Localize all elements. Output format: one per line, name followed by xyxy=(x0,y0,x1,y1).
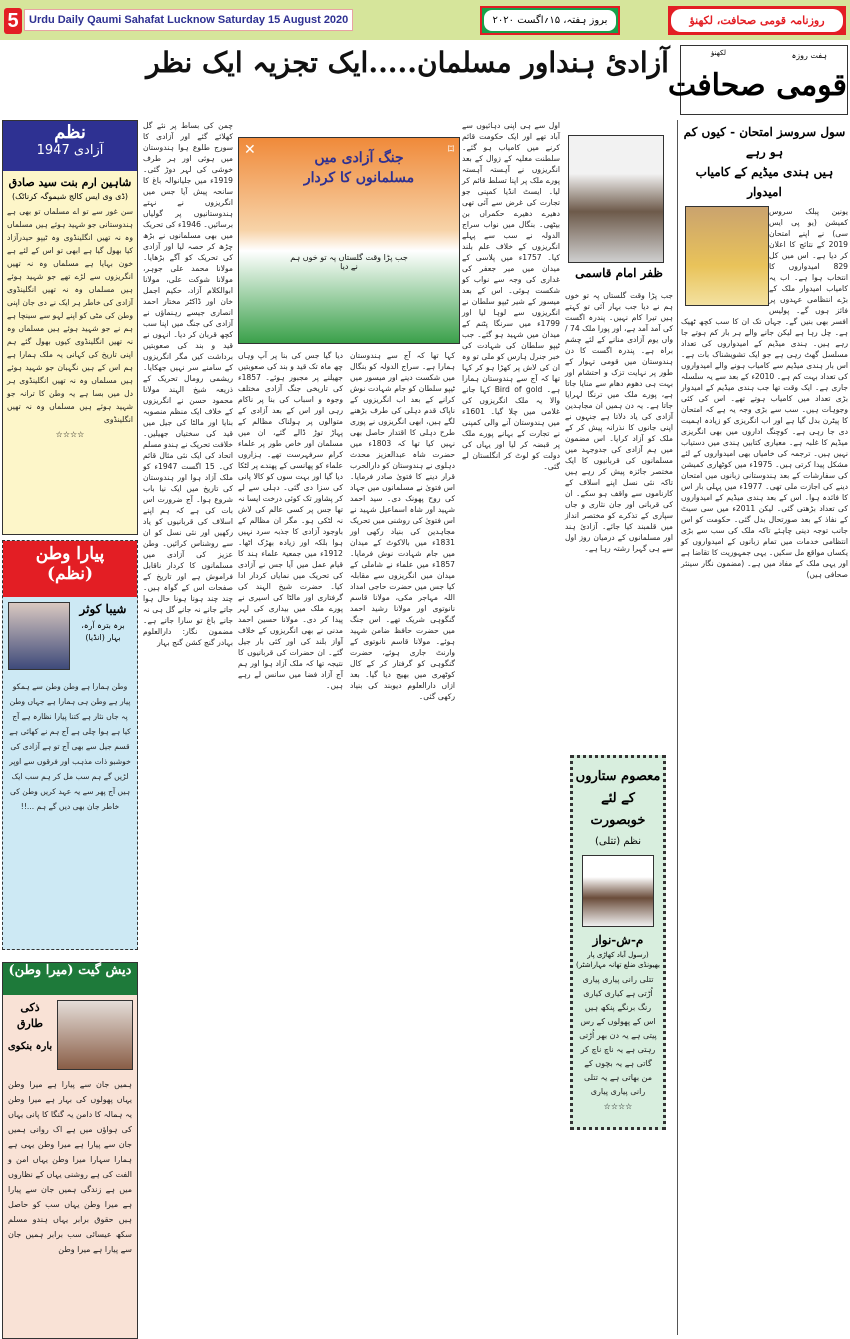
article-column-3: کہا تھا کہ آج سے ہندوستان ہمارا ہے۔ سراج الدولہ کو بنگال میں شکست دینے اور میسور میں ٹیپو سلطان کو جام شہادت نوش کرانے کے بعد اب انگریزوں کے ناپاک قدم دہلی کی طرف بڑھنے لگے ہیں، ابھی انگریزوں نے پوری طرح دہلی کا اقتدار حاصل بھی نہیں کیا تھا کہ 1803ء میں حضرت شاہ عبدالعزیز محدث دہلوی نے ہندوستان کو دارالحرب قرار دینے کا فتویٰ صادر فرمایا۔ اس فتویٰ نے مسلمانوں میں جہاد کی روح پھونک دی۔ سید احمد شہید اور شاہ اسماعیل شہید نے اس فتویٰ کی روشنی میں تحریک مجاہدین کی بنیاد رکھی اور 1831ء میں بالاکوٹ کے میدان میں جام شہادت نوش فرمایا۔ 1857ء میں علماء نے شاملی کے میدان میں انگریزوں سے مقابلہ کیا جس میں حضرت حاجی امداد اللہ مہاجر مکی، مولانا قاسم نانوتوی اور مولانا رشید احمد گنگوہی شریک تھے۔ اس جنگ میں حضرت حافظ ضامن شہید ہوئے۔ مولانا قاسم نانوتوی کے وارنٹ جاری ہوئے، حضرت گنگوہی کو گرفتار کر کے کال کوٹھری میں بھیج دیا گیا۔ بعد ازاں دارالعلوم دیوبند کی بنیاد رکھی گئی۔ xyxy=(350,351,455,701)
poem-title: دیش گیت (میرا وطن) xyxy=(3,963,137,995)
poem-author-info xyxy=(74,602,132,670)
headline-line-1: سول سروسز امتحان - کیوں کم ہو رہے xyxy=(683,125,846,159)
masthead-name: قومی صحافت xyxy=(667,68,847,103)
poem-subtitle: آزادی 1947 xyxy=(36,143,104,158)
poem-title: نظم xyxy=(54,122,86,143)
right-article-text xyxy=(681,206,848,580)
stars: ☆☆☆☆ xyxy=(603,1102,633,1111)
author-photo xyxy=(8,602,70,670)
masthead xyxy=(667,45,848,115)
article-image xyxy=(238,137,460,344)
poem-header xyxy=(3,541,137,597)
poem-author: م-ش-نواز xyxy=(592,933,644,947)
author-photo xyxy=(57,1000,133,1070)
poem-title: پیارا وطن xyxy=(35,544,105,564)
poem-author-row xyxy=(3,597,137,675)
poem-box-pyara-watan xyxy=(2,540,138,950)
urdu-date: بروز ہفتہ، ۱۵؍اگست ۲۰۲۰ xyxy=(484,10,616,31)
poem-text: وطن ہمارا ہے وطن وطن سے ہمکو پیار ہے وطن ہی ہمارا ہے جہاں وطن پہ جاں نثار ہے کتنا پیارا نظارہ ہے آج کیا ہے ہوا چلی ہے آج ہم نے کھائی ہے قسم جیل سے بھی آج تو ہے آزادی کی خوشبو ذات مذہب اور فرقوں سے اوپر لڑیں گے ہم سب مل کر ہم سب ایک ہیں آج پھر سے یہ عہد کریں وطن کی خاطر جان بھی دیں گے ہم ...!! xyxy=(9,682,131,811)
poem-place: بارہ بنکوی xyxy=(7,1041,53,1052)
right-article-headline xyxy=(681,122,848,202)
poem-box-desh-geet xyxy=(2,962,138,1339)
urdu-title: روزنامہ قومی صحافت، لکھنؤ xyxy=(671,9,843,32)
poem-place: (رسول آباد کھاڑی پار بھیونڈی ضلع تھانہ مہاراشٹر) xyxy=(576,951,660,969)
poem-author: شیبا کوثر xyxy=(79,602,127,616)
poem-text: ہمیں جان سے پیارا ہے میرا وطن یہاں پھولوں کی بہار ہے میرا وطن یہ ہمالہ کا دامن یہ گنگا کا پانی یہاں کی ہواؤں میں ہے اک روانی ہمیں جان سے پیارا ہے میرا وطن یہی ہے ہمارا سہارا میرا وطن یہاں امن و الفت کی ہے روشنی یہاں کے نظاروں میں ہے زندگی ہمیں جان سے پیارا ہے میرا وطن یہاں سب کو حاصل ہیں حقوق برابر یہاں ہندو مسلم سکھ عیسائی سب برابر ہمیں جان سے پیارا ہے میرا وطن xyxy=(8,1080,132,1254)
poem-subtitle: (نظم) xyxy=(46,564,94,584)
bookmark-icon[interactable]: ⌑ xyxy=(447,142,454,156)
author-photo xyxy=(568,135,664,263)
article-column-1: چمن کی بساط پر نئے گل کھلائے گئے اور آزادی کا سورج طلوع ہوا ہندوستان میں ہوئی اور ہر طرف خوشی کی لہر دوڑ گئی۔ 1919ء میں جلیانوالہ باغ کا سانحہ پیش آیا جس میں انگریزوں نے نہتے ہندوستانیوں پر گولیاں برسائیں۔ 1946ء کی تحریک میں بھی مسلمانوں نے بڑھ چڑھ کر حصہ لیا اور آزادی کی تحریک کو آگے بڑھایا۔ مولانا محمد علی جوہر، مولانا شوکت علی، مولانا ابوالکلام آزاد، حکیم اجمل خان اور ڈاکٹر مختار احمد انصاری جیسے رہنماؤں نے آزادی کی جنگ میں اپنا سب کچھ قربان کر دیا۔ انہوں نے قید و بند کی صعوبتیں برداشت کیں مگر انگریزوں کے سامنے سر نہیں جھکایا۔ ریشمی رومال تحریک کے ذریعہ شیخ الہند مولانا محمود حسن نے انگریزوں کے خلاف ایک منظم منصوبہ بنایا اور مالٹا کی جیل میں قید کی سختیاں جھیلیں۔ خلافت تحریک نے ہندو مسلم اتحاد کی ایک نئی مثال قائم کی۔ 15 اگست 1947ء کو ملک آزاد ہوا اور ہندوستان کی تاریخ میں ایک نیا باب شروع ہوا۔ آج ضرورت اس بات کی ہے کہ ہم اپنے اسلاف کی قربانیوں کو یاد رکھیں اور نئی نسل کو ان سے روشناس کرائیں۔ وطن عزیز کی آزادی میں مسلمانوں کا کردار ناقابل فراموش ہے اور تاریخ کے صفحات اس کے گواہ ہیں۔ چند چند ہونا ہونا حال ہوا جاتے جانے نہ جانے گل ہی نہ جانے باغ تو سارا جانے ہے۔ مضمون نگار: دارالعلوم بہادر گنج کشن گنج بہار xyxy=(143,121,233,647)
poem-box-titli xyxy=(570,755,666,1130)
masthead-city: لکھنؤ xyxy=(711,49,726,57)
article-author: ظفر امام قاسمی xyxy=(575,266,663,280)
english-title: Urdu Daily Qaumi Sahafat Lucknow Saturday 15 August 2020 xyxy=(24,9,353,31)
article-column-4: اول سے ہی اپنی دہائیوں سے آباد تھے اور ایک حکومت قائم کرنے میں کامیاب ہو گئے۔ سلطنت مغلیہ کے زوال کے بعد انگریزوں نے آہستہ آہستہ پورے ملک پر اپنا تسلط قائم کر لیا۔ ایسٹ انڈیا کمپنی جو تجارت کی غرض سے آئی تھی دھیرے دھیرے حکمراں بن بیٹھی۔ بنگال میں نواب سراج الدولہ نے سب سے پہلے انگریزوں کے خلاف علم بلند کیا۔ 1757ء میں پلاسی کے میدان میں میر جعفر کی غداری کی وجہ سے نواب کو شکست ہوئی۔ اس کے بعد میسور کے شیر ٹیپو سلطان نے انگریزوں سے لوہا لیا اور 1799ء میں سرنگا پٹنم کے میدان میں شہید ہو گئے۔ جب ٹیپو سلطان کی شہادت کی خبر جنرل ہارس کو ملی تو وہ ان کی لاش پر کھڑا ہو کر کہا تھا کہ آج سے ہندوستان ہمارا ہے۔ Bird of gold کہا جانے والا یہ ملک انگریزوں کی غلامی میں چلا گیا۔ 1601ء میں ہندوستان آنے والی کمپنی نے تجارت کے بہانے پورے ملک پر قبضہ کر لیا اور یہاں کی دولت کو لوٹ کر انگلستان لے گئی۔ xyxy=(462,121,561,471)
close-icon[interactable]: ✕ xyxy=(244,142,256,158)
article-column-5: جب پڑا وقت گلستاں پہ تو خوں ہم نے دیا جب بہار آئی تو کہتے ہیں تیرا کام نہیں۔ پندرہ اگست کی آمد آمد ہے، اور پورا ملک 74 / واں یوم آزادی منانے کے لئے چشم براہ ہے۔ پندرہ اگست کا دن ہندوستان میں قومی تہوار کے طور پر نہایت تزک و احتشام اور بہت ہی دھوم دھام سے منایا جاتا ہے، پورے ملک میں ترنگا لہرایا جاتا ہے۔ یہ دن ہمیں ان مجاہدین آزادی کی یاد دلاتا ہے جنہوں نے اپنی جانوں کا نذرانہ پیش کر کے ملک کو آزاد کرایا۔ اس مضمون میں ہم آزادی کی جدوجہد میں مسلمانوں کی قربانیوں کا ایک مختصر جائزہ پیش کر رہے ہیں تاکہ نئی نسل اپنے اسلاف کے کارناموں سے واقف ہو سکے۔ ان کی قربانی اور جان نثاری و جاں سپاری کے تذکرے کو مختصر انداز میں قلمبند کیا جائے۔ آزادئ ہند اور مسلمانوں کے درمیان روز اول سے ہی گہرا رشتہ رہا ہے۔ xyxy=(565,291,673,553)
image-caption: جب پڑا وقت گلستاں پہ تو خوں ہم نے دیا xyxy=(290,253,408,271)
stars: ☆☆☆☆ xyxy=(55,430,85,439)
headline-line-2: ہیں ہندی میڈیم کے کامیاب امیدوار xyxy=(695,165,834,199)
masthead-weekly: ہفت روزہ xyxy=(791,51,827,60)
article-photo xyxy=(685,206,769,306)
poem-author: ذکی طارق xyxy=(17,1001,43,1030)
poem-title: معصوم ستاروں کے لئے خوبصورت xyxy=(575,769,661,828)
right-article xyxy=(681,122,848,580)
author-photo xyxy=(582,855,654,927)
column-divider xyxy=(677,120,678,1335)
poem-author: شاہین ارم بنت سید صادق xyxy=(8,176,132,189)
image-title: جنگ آزادی میں مسلمانوں کا کردار xyxy=(303,150,415,186)
poem-author-info xyxy=(7,1000,53,1070)
article-column-2: دیا گیا جس کی بنا پر آپ وہاں چھ ماہ تک قید و بند کی صعوبتیں جھیلنے پر مجبور ہوئے۔ 1857ء کی تاریخی جنگ آزادی مختلف وجوہ و اسباب کی بنا پر ناکام رہی اور اس کے بعد آزادی کے متوالوں پر ہولناک مظالم کے پہاڑ توڑ ڈالے گئے، ان میں مسلمان اور خاص طور پر علماء کرام سرفہرست تھے۔ ہزاروں علماء کو پھانسی کے پھندے پر لٹکا دیا گیا اور بہت سوں کو کالا پانی کی سزا دی گئی۔ دہلی سے لے کر پشاور تک کوئی درخت ایسا نہ تھا جس پر کسی عالم کی لاش نہ لٹکی ہو۔ مگر ان مظالم کے باوجود آزادی کا جذبہ سرد نہیں ہوا بلکہ اور زیادہ بھڑک اٹھا۔ 1912ء میں جمعیۃ علماء ہند کا قیام عمل میں آیا جس نے آزادی کی تحریک میں نمایاں کردار ادا کیا۔ حضرت شیخ الہند کی گرفتاری اور مالٹا کی اسیری نے پورے ملک میں بیداری کی لہر پیدا کر دی۔ مولانا حسین احمد مدنی نے بھی انگریزوں کے خلاف آواز بلند کی اور کئی بار جیل گئے۔ ان حضرات کی قربانیوں کا نتیجہ تھا کہ ملک آزاد ہوا اور ہم آج آزاد فضا میں سانس لے رہے ہیں۔ xyxy=(238,351,343,690)
poem-affiliation: (ڈی وی ایس کالج شیموگہ کرناٹک) xyxy=(11,192,129,201)
right-article-body: یونین پبلک سروس کمیشن (یو پی ایس سی) نے اپنے امتحان 2019 کے نتائج کا اعلان کر دیا ہے۔ اس میں کل 829 امیدواروں کا انتخاب ہوا ہے۔ اب یہ کامیاب امیدوار ملک کے بڑے انتظامی عہدوں پر فائز ہوں گے۔ پولیس افسر بھی بنیں گے۔ جہاں تک ان کا سب کچھ ٹھیک ہے۔ چل رہا ہے لیکن جانے والے ہر بار کم ہوتے جا رہے ہیں۔ ہندی میڈیم کے امیدواروں کی تعداد مسلسل گھٹ رہی ہے جو ایک تشویشناک بات ہے۔ اس بار ہندی میڈیم سے کامیاب ہونے والے امیدواروں کی تعداد بہت کم ہے۔ 2010ء کے بعد سے یہ سلسلہ جاری ہے۔ ایک وقت تھا جب ہندی میڈیم کے امیدوار بڑی تعداد میں کامیاب ہوتے تھے۔ اس کی کئی وجوہات ہیں۔ سب سے بڑی وجہ یہ ہے کہ امتحان کا پیٹرن بدل گیا ہے اور اب انگریزی کو زیادہ اہمیت دی جا رہی ہے۔ کوچنگ اداروں میں بھی انگریزی میڈیم کا غلبہ ہے۔ معیاری کتابیں ہندی میں دستیاب نہیں ہیں۔ ترجمہ کی خامیاں بھی امیدواروں کے لئے مشکل پیدا کرتی ہیں۔ 1975ء میں کوٹھاری کمیشن کی سفارشات کے بعد ہندوستانی زبانوں میں امتحان دینے کی اجازت ملی تھی۔ 1977ء میں پہلی بار اس کا فائدہ ہوا۔ اس کے بعد ہندی میڈیم کے امیدواروں کی تعداد بڑھتی گئی۔ لیکن 2011ء میں سی سیٹ کے نفاذ کے بعد صورتحال بدل گئی۔ حکومت کو اس جانب توجہ دینی چاہئے تاکہ ملک کی سب سے بڑی انتظامی خدمات میں تمام زبانوں کے امیدواروں کو یکساں مواقع مل سکیں۔ یہی جمہوریت کا تقاضا ہے اور یہی ملک کے مفاد میں ہے۔ (مضمون نگار سینئر صحافی ہیں) xyxy=(681,207,848,579)
urdu-title-box xyxy=(668,6,846,35)
urdu-date-box xyxy=(480,6,620,35)
poem-header xyxy=(3,121,137,171)
poem-text: سن غور سے تو اے مسلماں تو بھی ہے ہندوستانی جو شہید ہوئے ہیں مسلماں وہ نہ تھیں انگلینڈوی وہ ٹیپو حیدرآزاد کیا بھول گیا ہے ابھی تو اس کے لئے ہے خون بہایا ہے مسلماں وہ نہ تھیں انگریزوں سے لڑے تھے جو شہید ہوئے ہیں مسلماں وہ نہ تھیں انگلینڈوی آزادی کی خاطر ہر ایک نے دی جان اپنی وطن کی مٹی کو اپنے لہو سے سینچا ہے ہم نے جو شہید ہوئے ہیں مسلماں وہ نہ تھیں انگلینڈوی کیوں بھول گئے ہم اپنی تاریخ کی کہانی یہ ملک ہمارا ہے ہم اس کے ہیں نگہبان جو شہید ہوئے ہیں مسلماں وہ نہ تھیں انگلینڈوی ہر دل میں بسا ہے یہ وطن کا ترانہ جو شہید ہوئے ہیں مسلماں وہ نہ تھیں انگلینڈوی xyxy=(7,207,133,424)
poem-place: برہ بترہ آرہ، بہار (انڈیا) xyxy=(81,621,125,642)
poem-author-row xyxy=(3,995,137,1075)
poem-text: تتلی رانی پیاری پیاری اُڑتی ہے کیاری کیاری رنگ برنگے پنکھ ہیں اس کے پھولوں کے رس پیتی ہے یہ دن بھر اُڑتی رہتی ہے یہ ناچ ناچ کر گاتی ہے یہ بچوں کے من بھاتی ہے یہ تتلی رانی پیاری پیاری xyxy=(579,975,657,1096)
page-number: 5 xyxy=(4,8,22,34)
main-headline: آزادئ ہنداور مسلمان.....ایک تجزیہ ایک نظر xyxy=(146,46,669,79)
poem-subtitle: نظم (تتلی) xyxy=(594,836,642,847)
poem-box-azadi xyxy=(2,120,138,535)
